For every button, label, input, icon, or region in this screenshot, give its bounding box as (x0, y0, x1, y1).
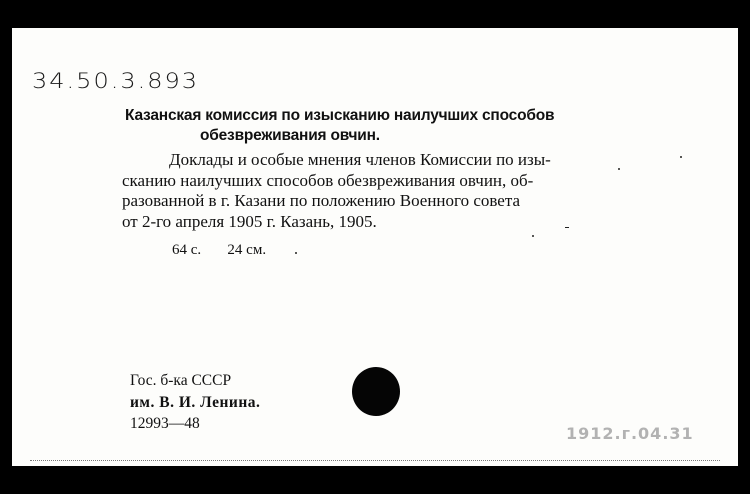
card-punch-hole (352, 367, 400, 416)
shelfmark: 34.50.3.893 (32, 68, 200, 94)
catalog-card (12, 28, 738, 466)
collation (172, 242, 266, 259)
heading-line-2: обезвреживания овчин. (200, 127, 380, 144)
collation-size: 24 см. (227, 242, 267, 258)
bottom-divider (30, 460, 720, 461)
ink-speck (295, 252, 297, 254)
ink-speck (565, 227, 569, 228)
stamp-line-name: им. В. И. Ленина. (130, 393, 261, 411)
card-description (122, 150, 650, 232)
collation-pages: 64 с. (172, 242, 202, 258)
description-line: разованной в г. Казани по положению Военного совета (122, 191, 521, 210)
description-line: Доклады и особые мнения членов Комиссии по изы- (169, 150, 551, 169)
stamp-line-library: Гос. б-ка СССР (130, 372, 232, 389)
faded-stamp-number: 1912.г.04.31 (566, 424, 694, 443)
ink-speck (532, 235, 534, 237)
description-line: от 2-го апреля 1905 г. Казань, 1905. (122, 211, 377, 231)
card-heading (125, 106, 645, 146)
heading-line-1: Казанская комиссия по изысканию наилучших способов (125, 107, 555, 124)
library-stamp (130, 370, 260, 435)
ink-speck (680, 156, 682, 158)
ink-speck (618, 168, 620, 170)
stamp-line-number: 12993—48 (130, 415, 200, 432)
description-line: сканию наилучших способов обезвреживания овчин, об- (122, 170, 534, 190)
